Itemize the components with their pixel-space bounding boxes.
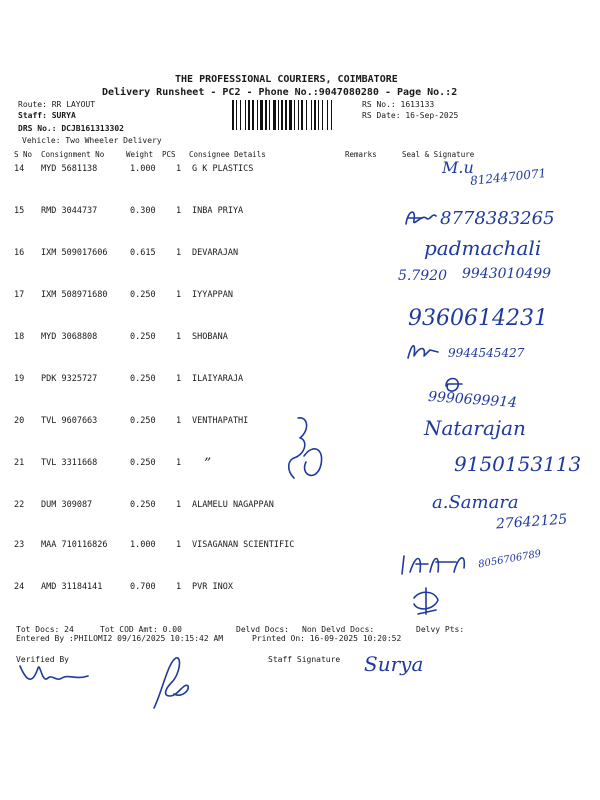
row-consignee: DEVARAJAN — [192, 248, 239, 258]
handwritten-name: Natarajan — [424, 416, 526, 440]
row-consignment: AMD 31184141 — [41, 582, 103, 592]
barcode-bar — [265, 100, 267, 130]
row-pcs: 1 — [176, 206, 182, 216]
row-weight: 0.300 — [130, 206, 156, 216]
col-sno: S No — [14, 150, 33, 159]
signature-scribble — [284, 412, 328, 488]
barcode-bar — [294, 100, 295, 130]
barcode-bar — [245, 100, 246, 130]
row-weight: 0.615 — [130, 248, 156, 258]
row-pcs: 1 — [176, 500, 182, 510]
row-consignee: SHOBANA — [192, 332, 228, 342]
delivery-points: Delvy Pts: — [416, 625, 465, 634]
row-pcs: 1 — [176, 332, 182, 342]
barcode-bar — [281, 100, 283, 130]
drs-number: DRS No.: DCJB161313302 — [18, 124, 124, 133]
rs-date: RS Date: 16-Sep-2025 — [362, 111, 459, 120]
row-weight: 1.000 — [130, 540, 156, 550]
barcode-bar — [248, 100, 250, 130]
row-sno: 21 — [14, 458, 25, 468]
row-consignee: IYYAPPAN — [192, 290, 233, 300]
handwritten-phone: 9360614231 — [408, 306, 548, 331]
verifier-signature — [16, 660, 96, 692]
row-consignment: IXM 509017606 — [41, 248, 108, 258]
barcode-bar — [327, 100, 328, 130]
row-sno: 18 — [14, 332, 25, 342]
barcode-bar — [285, 100, 287, 130]
barcode-bar — [269, 100, 270, 130]
signature-scribble — [406, 584, 446, 620]
handwritten-phone: 9943010499 — [462, 266, 552, 282]
row-weight: 0.250 — [130, 458, 156, 468]
signature-scribble — [404, 340, 444, 362]
barcode-bar — [252, 100, 254, 130]
row-consignment: MAA 710116826 — [41, 540, 108, 550]
row-sno: 22 — [14, 500, 25, 510]
row-consignment: DUM 309087 — [41, 500, 93, 510]
row-consignment: TVL 9607663 — [41, 416, 98, 426]
row-pcs: 1 — [176, 416, 182, 426]
row-weight: 0.250 — [130, 500, 156, 510]
row-pcs: 1 — [176, 582, 182, 592]
col-consignment: Consignment No — [41, 150, 105, 159]
barcode-bar — [318, 100, 319, 130]
row-consignment: TVL 3311668 — [41, 458, 98, 468]
handwritten-phone: 9990699914 — [427, 388, 518, 412]
row-consignment: PDK 9325727 — [41, 374, 98, 384]
col-consignee: Consignee Details — [189, 150, 266, 159]
barcode-bar — [314, 100, 316, 130]
handwritten-phone: 9150153113 — [454, 452, 582, 476]
handwritten-name: a.Samara — [432, 492, 519, 513]
handwritten-phone: 8124470071 — [469, 166, 547, 188]
barcode-bar — [273, 100, 276, 130]
handwritten-note: 5.7920 — [398, 268, 447, 284]
barcode-bar — [301, 100, 303, 130]
ditto-mark: ” — [204, 456, 212, 472]
row-consignment: MYD 5681138 — [41, 164, 98, 174]
row-pcs: 1 — [176, 248, 182, 258]
staff-signature-label: Staff Signature — [268, 655, 341, 664]
total-cod-amount: Tot COD Amt: 0.00 — [100, 625, 182, 634]
non-delivered-docs: Non Delvd Docs: — [302, 625, 375, 634]
col-pcs: PCS — [162, 150, 176, 159]
handwritten-initials: M.u — [442, 158, 474, 177]
signature-scribble — [402, 204, 438, 230]
row-consignment: RMD 3044737 — [41, 206, 98, 216]
barcode-bar — [306, 100, 307, 130]
handwritten-phone: 8056706789 — [477, 548, 543, 571]
row-weight: 0.250 — [130, 374, 156, 384]
row-weight: 0.250 — [130, 332, 156, 342]
barcode-bar — [240, 100, 241, 130]
barcode-bar — [232, 100, 234, 130]
table-row — [12, 582, 592, 596]
row-sno: 16 — [14, 248, 25, 258]
row-weight: 0.250 — [130, 416, 156, 426]
barcode-bar — [289, 100, 292, 130]
route-label: Route: RR LAYOUT — [18, 100, 96, 109]
row-sno: 24 — [14, 582, 25, 592]
barcode-bar — [331, 100, 332, 130]
row-pcs: 1 — [176, 290, 182, 300]
handwritten-phone: 8778383265 — [440, 208, 555, 229]
signature-scribble — [396, 548, 476, 580]
barcode-bar — [311, 100, 312, 130]
handwritten-phone: 27642125 — [495, 511, 568, 533]
table-row — [12, 290, 592, 304]
row-sno: 23 — [14, 540, 25, 550]
row-consignee: VISAGANAN SCIENTIFIC — [192, 540, 295, 550]
row-pcs: 1 — [176, 164, 182, 174]
handwritten-name: padmachali — [424, 236, 542, 260]
row-weight: 0.250 — [130, 290, 156, 300]
staff-signature: Surya — [364, 652, 424, 676]
row-weight: 1.000 — [130, 164, 156, 174]
row-consignment: MYD 3068808 — [41, 332, 98, 342]
verified-by-label: Verified By — [16, 655, 69, 664]
row-consignee: VENTHAPATHI — [192, 416, 249, 426]
rs-number: RS No.: 1613133 — [362, 100, 435, 109]
barcode-bar — [260, 100, 263, 130]
entered-by: Entered By :PHILOMI2 09/16/2025 10:15:42 AM — [16, 634, 224, 643]
barcode-image — [232, 100, 358, 130]
row-consignment: IXM 508971680 — [41, 290, 108, 300]
col-remarks: Remarks — [345, 150, 377, 159]
total-docs: Tot Docs: 24 — [16, 625, 74, 634]
table-header — [12, 150, 592, 162]
staff-label: Staff: SURYA — [18, 111, 76, 120]
table-row — [12, 374, 592, 388]
row-sno: 17 — [14, 290, 25, 300]
row-weight: 0.700 — [130, 582, 156, 592]
row-pcs: 1 — [176, 374, 182, 384]
row-sno: 15 — [14, 206, 25, 216]
row-consignee: G K PLASTICS — [192, 164, 254, 174]
barcode-bar — [257, 100, 258, 130]
row-sno: 20 — [14, 416, 25, 426]
delivered-docs: Delvd Docs: — [236, 625, 289, 634]
printed-on: Printed On: 16-09-2025 10:20:52 — [252, 634, 402, 643]
col-seal-signature: Seal & Signature — [402, 150, 475, 159]
row-consignee: INBA PRIYA — [192, 206, 244, 216]
row-sno: 14 — [14, 164, 25, 174]
row-consignee: PVR INOX — [192, 582, 233, 592]
barcode-bar — [236, 100, 237, 130]
table-row — [12, 332, 592, 346]
barcode-bar — [278, 100, 279, 130]
row-sno: 19 — [14, 374, 25, 384]
barcode-bar — [298, 100, 299, 130]
verifier-signature-2 — [148, 652, 194, 714]
col-weight: Weight — [126, 150, 154, 159]
table-row — [12, 540, 592, 554]
row-consignee: ILAIYARAJA — [192, 374, 244, 384]
company-title: THE PROFESSIONAL COURIERS, COIMBATORE — [175, 74, 398, 85]
barcode-bar — [322, 100, 323, 130]
row-pcs: 1 — [176, 540, 182, 550]
row-consignee: ALAMELU NAGAPPAN — [192, 500, 274, 510]
vehicle-label: Vehicle: Two Wheeler Delivery — [22, 136, 162, 145]
runsheet-subtitle: Delivery Runsheet - PC2 - Phone No.:9047080280 - Page No.:2 — [102, 87, 458, 98]
row-pcs: 1 — [176, 458, 182, 468]
handwritten-phone: 9944545427 — [448, 346, 525, 360]
